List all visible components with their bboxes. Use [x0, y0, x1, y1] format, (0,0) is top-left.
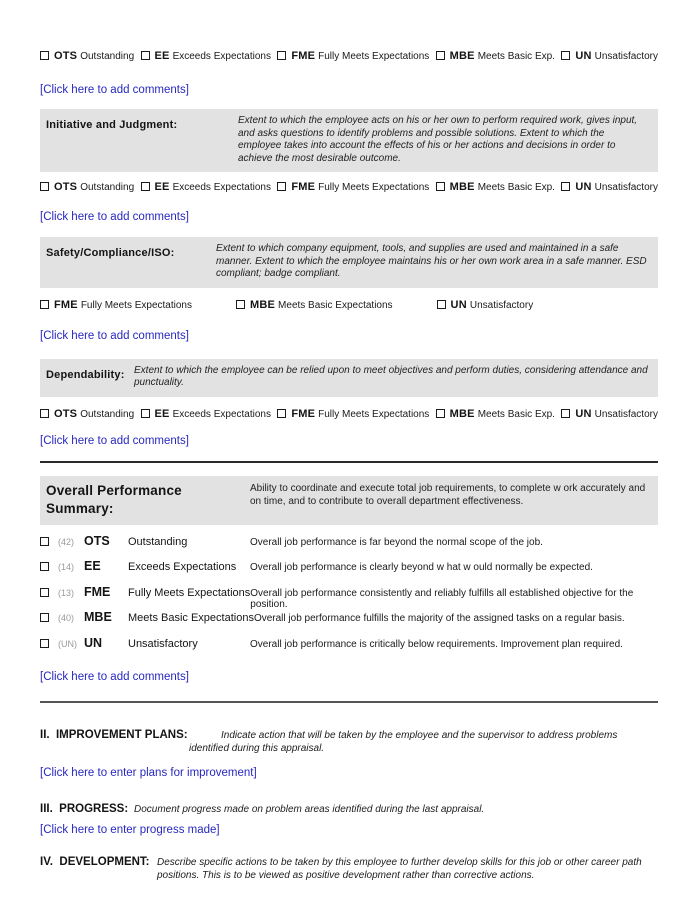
- section-divider-rule: [40, 461, 658, 463]
- rating-abbr: MBE: [84, 610, 112, 624]
- checkbox-icon[interactable]: [436, 409, 445, 418]
- overall-rating-row-un: [40, 634, 658, 660]
- rating-label: Meets Basic Exp.: [477, 408, 555, 420]
- rating-label: Unsatisfactory: [594, 182, 658, 193]
- rating-option-ots[interactable]: [40, 404, 134, 422]
- add-comments-link-3[interactable]: [Click here to add comments]: [40, 329, 189, 342]
- section-header-overall-summary: [40, 476, 658, 525]
- enter-progress-link[interactable]: [Click here to enter progress made]: [40, 824, 220, 836]
- rating-abbr: EE: [154, 181, 170, 193]
- overall-rating-list: [40, 532, 658, 660]
- rating-option-ee[interactable]: [141, 177, 271, 195]
- rating-abbr: UN: [450, 298, 467, 311]
- checkbox-icon[interactable]: [141, 182, 150, 191]
- add-comments-link-5[interactable]: [Click here to add comments]: [40, 671, 189, 683]
- rating-row-top: [40, 46, 658, 64]
- section-title: Overall Performance Summary:: [46, 482, 182, 516]
- rating-option-mbe[interactable]: [436, 46, 555, 64]
- rating-label: Exceeds Expectations: [172, 51, 271, 62]
- rating-option-un[interactable]: [561, 404, 658, 422]
- rating-option-un[interactable]: [437, 295, 534, 313]
- rating-description: Overall job performance is clearly beyond w hat w ould normally be expected.: [250, 562, 593, 573]
- rating-row-safety: [40, 295, 658, 313]
- rating-option-un[interactable]: [561, 177, 658, 195]
- section-title: DEVELOPMENT:: [59, 856, 150, 868]
- rating-abbr: EE: [84, 559, 101, 573]
- rating-label: Meets Basic Exp.: [477, 182, 555, 193]
- rating-abbr: FME: [291, 181, 316, 193]
- checkbox-icon[interactable]: [236, 300, 245, 309]
- rating-label: Meets Basic Exp.: [477, 51, 555, 62]
- rating-row-dependability: [40, 404, 658, 422]
- checkbox-icon[interactable]: [40, 613, 49, 622]
- rating-label: Exceeds Expectations: [128, 561, 237, 573]
- rating-label: Unsatisfactory: [469, 299, 534, 311]
- rating-label: Meets Basic Expectations: [278, 299, 393, 311]
- section-number: II.: [40, 729, 50, 741]
- rating-abbr: FME: [291, 407, 316, 420]
- rating-label: Outstanding: [128, 535, 188, 548]
- section-header-dependability: [40, 359, 658, 397]
- rating-label: Unsatisfactory: [594, 51, 658, 62]
- rating-label: Outstanding: [80, 408, 135, 420]
- checkbox-icon[interactable]: [277, 409, 286, 418]
- section-development: [40, 856, 658, 882]
- rating-label: Fully Meets Expectations: [318, 408, 430, 420]
- checkbox-icon[interactable]: [436, 51, 445, 60]
- rating-code: (UN): [58, 638, 77, 649]
- section-header-safety: [40, 237, 658, 288]
- rating-description: Overall job performance fulfills the majority of the assigned tasks on a regular basis.: [253, 613, 625, 624]
- rating-abbr: MBE: [250, 298, 276, 311]
- add-comments-link-4[interactable]: [Click here to add comments]: [40, 434, 189, 447]
- checkbox-icon[interactable]: [437, 300, 446, 309]
- rating-abbr: UN: [575, 181, 592, 193]
- rating-label: Meets Basic Expectations: [128, 612, 254, 624]
- rating-label: Unsatisfactory: [128, 637, 198, 650]
- overall-rating-row-ots: [40, 532, 658, 558]
- rating-abbr: OTS: [54, 407, 78, 420]
- rating-abbr: FME: [84, 584, 111, 599]
- enter-plans-link[interactable]: [Click here to enter plans for improvement]: [40, 767, 257, 779]
- section-header-initiative: [40, 109, 658, 172]
- rating-option-mbe[interactable]: [436, 177, 555, 195]
- checkbox-icon[interactable]: [40, 409, 49, 418]
- checkbox-icon[interactable]: [277, 182, 286, 191]
- checkbox-icon[interactable]: [141, 409, 150, 418]
- section-title: PROGRESS:: [59, 803, 129, 815]
- section-number: III.: [40, 803, 53, 815]
- rating-label: Fully Meets Expectations: [318, 51, 430, 62]
- section-description: Indicate action that will be taken by the employee and the supervisor to address problems identified during this appraisal.: [189, 730, 618, 754]
- section-title: Safety/Compliance/ISO:: [46, 247, 175, 259]
- checkbox-icon[interactable]: [141, 51, 150, 60]
- rating-option-mbe[interactable]: [436, 404, 555, 422]
- rating-abbr: MBE: [449, 407, 475, 420]
- rating-row-initiative: [40, 177, 658, 195]
- checkbox-icon[interactable]: [40, 51, 49, 60]
- rating-label: Outstanding: [80, 182, 135, 193]
- add-comments-link-2[interactable]: [Click here to add comments]: [40, 211, 189, 223]
- rating-code: (13): [58, 587, 75, 598]
- rating-abbr: UN: [575, 50, 592, 62]
- rating-label: Unsatisfactory: [594, 408, 658, 420]
- section-progress: [40, 803, 658, 816]
- rating-description: Overall job performance is far beyond the normal scope of the job.: [250, 536, 543, 548]
- rating-option-ee[interactable]: [141, 46, 271, 64]
- rating-code: (42): [58, 536, 75, 547]
- rating-abbr: FME: [291, 50, 316, 62]
- rating-option-fme[interactable]: [40, 295, 192, 313]
- section-description: Document progress made on problem areas identified during the last appraisal.: [134, 804, 485, 815]
- section-description: Extent to which the employee acts on his or her own to perform required work, gives input, and asks questions to identify problems and possible solutions. Extent to which the employee takes into account the effects of his or her actions and decisions in order to achieve the most desirable outcome.: [238, 115, 638, 164]
- add-comments-link-1[interactable]: [Click here to add comments]: [40, 84, 189, 96]
- rating-abbr: FME: [54, 298, 78, 311]
- rating-abbr: MBE: [449, 181, 475, 193]
- checkbox-icon[interactable]: [436, 182, 445, 191]
- rating-option-fme[interactable]: [277, 46, 429, 64]
- checkbox-icon[interactable]: [40, 300, 49, 309]
- rating-option-fme[interactable]: [277, 177, 429, 195]
- checkbox-icon[interactable]: [40, 537, 49, 546]
- rating-label: Exceeds Expectations: [172, 408, 271, 420]
- section-description: Describe specific actions to be taken by this employee to further develop skills for this job or other career path positions. This is to be viewed as positive development rather than corrective actions.: [157, 857, 642, 881]
- overall-rating-row-mbe: [40, 608, 658, 634]
- rating-description: Overall job performance consistently and reliably fulfills all established objective for the position.: [250, 587, 634, 610]
- rating-option-mbe[interactable]: [236, 295, 393, 313]
- section-description: Extent to which the employee can be relied upon to meet objectives and perform duties, considering attendance and punctuality.: [134, 364, 648, 388]
- rating-description: Overall job performance is critically below requirements. Improvement plan required.: [250, 638, 623, 650]
- checkbox-icon[interactable]: [40, 639, 49, 648]
- rating-label: Fully Meets Expectations: [318, 182, 430, 193]
- rating-option-ots[interactable]: [40, 177, 134, 195]
- rating-option-ots[interactable]: [40, 46, 134, 64]
- rating-label: Outstanding: [80, 51, 135, 62]
- rating-abbr: EE: [154, 407, 170, 420]
- rating-code: (40): [58, 613, 75, 623]
- overall-rating-row-ee: [40, 557, 658, 583]
- checkbox-icon[interactable]: [40, 562, 49, 571]
- section-title: Dependability:: [46, 368, 125, 381]
- rating-code: (14): [58, 562, 75, 572]
- section-description: Extent to which company equipment, tools, and supplies are used and maintained in a safe manner. Extent to which the employee maintains his or her own work area in a safe manner. ESD compliant; badge compliant.: [216, 243, 647, 279]
- rating-option-ee[interactable]: [141, 404, 271, 422]
- checkbox-icon[interactable]: [561, 51, 570, 60]
- section-improvement-plans: [40, 729, 658, 755]
- rating-label: Fully Meets Expectations: [80, 299, 192, 311]
- checkbox-icon[interactable]: [40, 588, 49, 597]
- section-number: IV.: [40, 856, 54, 868]
- rating-option-un[interactable]: [561, 46, 658, 64]
- checkbox-icon[interactable]: [40, 182, 49, 191]
- rating-abbr: OTS: [84, 533, 110, 548]
- checkbox-icon[interactable]: [561, 182, 570, 191]
- checkbox-icon[interactable]: [561, 409, 570, 418]
- section-description: Ability to coordinate and execute total job requirements, to complete w ork accurately and on time, and to contribute to overall department effectiveness.: [250, 482, 646, 507]
- section-divider-rule-2: [40, 701, 658, 703]
- checkbox-icon[interactable]: [277, 51, 286, 60]
- rating-abbr: MBE: [449, 50, 475, 62]
- rating-abbr: OTS: [54, 181, 78, 193]
- section-title: Initiative and Judgment:: [46, 119, 178, 131]
- section-title: IMPROVEMENT PLANS:: [55, 729, 188, 741]
- rating-abbr: UN: [575, 407, 592, 420]
- rating-option-fme[interactable]: [277, 404, 429, 422]
- overall-rating-row-fme: [40, 583, 658, 609]
- rating-label: Exceeds Expectations: [172, 182, 271, 193]
- rating-abbr: UN: [84, 635, 103, 650]
- rating-label: Fully Meets Expectations: [128, 586, 251, 599]
- rating-abbr: OTS: [54, 50, 78, 62]
- rating-abbr: EE: [154, 50, 170, 62]
